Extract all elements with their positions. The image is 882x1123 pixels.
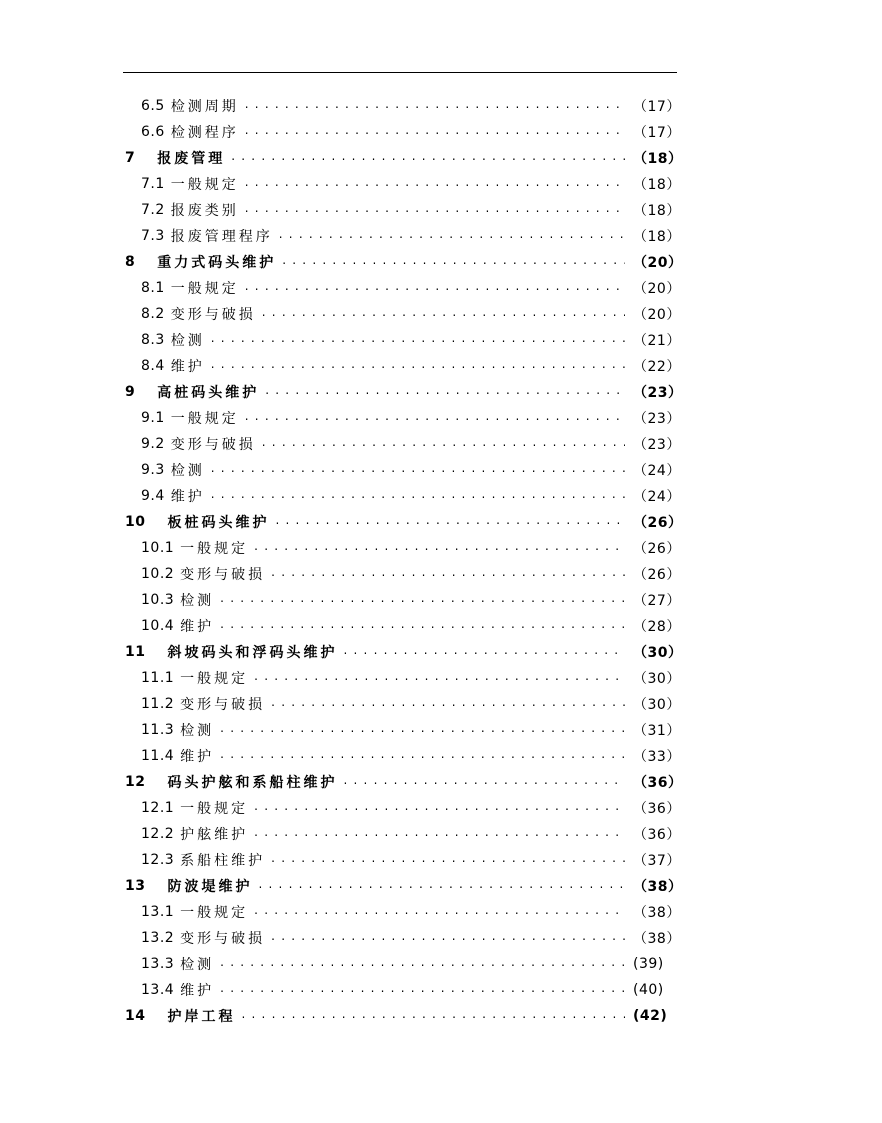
toc-entry-page-number: （38） — [633, 879, 683, 895]
toc-entry-page-number: （36） — [633, 801, 681, 817]
toc-section-entry[interactable] — [0, 301, 882, 327]
toc-entry-page-number: （23） — [633, 437, 681, 453]
toc-entry-title: 检测周期 — [170, 99, 239, 115]
toc-entry-title: 维护 — [170, 359, 205, 375]
toc-section-entry[interactable] — [0, 405, 882, 431]
toc-section-entry[interactable] — [0, 587, 882, 613]
toc-dot-leader — [265, 385, 625, 399]
toc-entry-page-number: （37） — [633, 853, 681, 869]
toc-entry-number: 14 — [125, 1008, 146, 1024]
toc-dot-leader — [245, 203, 625, 217]
toc-section-entry[interactable] — [0, 795, 882, 821]
toc-dot-leader — [220, 723, 625, 737]
toc-entry-page-number: （18） — [633, 151, 683, 167]
toc-entry-number: 11.1 — [141, 670, 175, 686]
toc-entry-page-number: （18） — [633, 203, 681, 219]
table-of-contents — [0, 93, 882, 1029]
toc-entry-title: 报废类别 — [170, 203, 239, 219]
toc-section-entry[interactable] — [0, 197, 882, 223]
toc-entry-title: 维护 — [180, 749, 215, 765]
toc-entry-title: 报废管理 — [157, 151, 226, 167]
toc-entry-number: 11 — [125, 644, 146, 660]
toc-entry-number: 9.1 — [141, 410, 165, 426]
toc-entry-number: 12.1 — [141, 800, 175, 816]
toc-entry-number: 9.4 — [141, 488, 165, 504]
toc-entry-page-number: （23） — [633, 411, 681, 427]
toc-dot-leader — [245, 125, 625, 139]
toc-entry-title: 防波堤维护 — [167, 879, 253, 895]
toc-chapter-entry[interactable] — [0, 769, 882, 795]
toc-entry-number: 12 — [125, 774, 146, 790]
toc-section-entry[interactable] — [0, 327, 882, 353]
toc-entry-title: 一般规定 — [170, 281, 239, 297]
toc-entry-page-number: （17） — [633, 125, 681, 141]
toc-entry-title: 变形与破损 — [180, 567, 266, 583]
toc-entry-title: 一般规定 — [180, 801, 249, 817]
toc-dot-leader — [271, 853, 625, 867]
toc-entry-title: 高桩码头维护 — [157, 385, 260, 401]
toc-dot-leader — [275, 515, 625, 529]
toc-entry-page-number: （18） — [633, 177, 681, 193]
toc-dot-leader — [254, 541, 625, 555]
toc-entry-page-number: （24） — [633, 463, 681, 479]
toc-section-entry[interactable] — [0, 119, 882, 145]
toc-chapter-entry[interactable] — [0, 145, 882, 171]
toc-entry-number: 8.4 — [141, 358, 165, 374]
toc-entry-title: 一般规定 — [180, 905, 249, 921]
toc-entry-number: 7 — [125, 150, 136, 166]
toc-entry-title: 检测程序 — [170, 125, 239, 141]
toc-section-entry[interactable] — [0, 925, 882, 951]
toc-dot-leader — [220, 749, 625, 763]
toc-entry-page-number: (42) — [633, 1008, 668, 1024]
toc-entry-number: 7.2 — [141, 202, 165, 218]
toc-entry-title: 检测 — [180, 957, 215, 973]
toc-chapter-entry[interactable] — [0, 509, 882, 535]
toc-section-entry[interactable] — [0, 691, 882, 717]
toc-entry-title: 一般规定 — [170, 177, 239, 193]
toc-entry-page-number: (39) — [633, 956, 664, 972]
toc-entry-page-number: （26） — [633, 567, 681, 583]
toc-dot-leader — [271, 567, 625, 581]
toc-entry-number: 13.4 — [141, 982, 175, 998]
toc-entry-number: 11.4 — [141, 748, 175, 764]
toc-dot-leader — [258, 879, 625, 893]
toc-dot-leader — [254, 827, 625, 841]
toc-section-entry[interactable] — [0, 847, 882, 873]
toc-section-entry[interactable] — [0, 743, 882, 769]
toc-entry-title: 检测 — [180, 723, 215, 739]
toc-entry-title: 变形与破损 — [180, 697, 266, 713]
toc-entry-number: 13.3 — [141, 956, 175, 972]
toc-entry-title: 重力式码头维护 — [157, 255, 277, 271]
toc-dot-leader — [271, 931, 625, 945]
toc-section-entry[interactable] — [0, 717, 882, 743]
toc-entry-page-number: （20） — [633, 281, 681, 297]
toc-dot-leader — [262, 307, 625, 321]
toc-entry-number: 12.2 — [141, 826, 175, 842]
toc-entry-title: 护岸工程 — [167, 1009, 236, 1025]
toc-entry-title: 维护 — [180, 983, 215, 999]
header-rule — [123, 72, 677, 73]
toc-dot-leader — [245, 177, 625, 191]
toc-entry-page-number: （30） — [633, 645, 683, 661]
toc-entry-page-number: （22） — [633, 359, 681, 375]
toc-dot-leader — [343, 645, 625, 659]
toc-section-entry[interactable] — [0, 431, 882, 457]
toc-entry-page-number: （23） — [633, 385, 683, 401]
toc-entry-number: 12.3 — [141, 852, 175, 868]
toc-section-entry[interactable] — [0, 821, 882, 847]
toc-entry-number: 10.2 — [141, 566, 175, 582]
toc-section-entry[interactable] — [0, 977, 882, 1003]
toc-entry-page-number: （38） — [633, 905, 681, 921]
toc-chapter-entry[interactable] — [0, 379, 882, 405]
toc-entry-number: 7.3 — [141, 228, 165, 244]
toc-section-entry[interactable] — [0, 93, 882, 119]
toc-entry-title: 检测 — [180, 593, 215, 609]
toc-entry-title: 码头护舷和系船柱维护 — [167, 775, 338, 791]
toc-section-entry[interactable] — [0, 561, 882, 587]
toc-section-entry[interactable] — [0, 899, 882, 925]
toc-dot-leader — [220, 983, 625, 997]
toc-section-entry[interactable] — [0, 613, 882, 639]
toc-section-entry[interactable] — [0, 483, 882, 509]
toc-entry-title: 维护 — [170, 489, 205, 505]
toc-section-entry[interactable] — [0, 171, 882, 197]
toc-entry-number: 9 — [125, 384, 136, 400]
toc-section-entry[interactable] — [0, 275, 882, 301]
toc-entry-page-number: （26） — [633, 541, 681, 557]
toc-dot-leader — [211, 359, 625, 373]
toc-dot-leader — [254, 905, 625, 919]
toc-entry-title: 斜坡码头和浮码头维护 — [167, 645, 338, 661]
toc-entry-number: 11.2 — [141, 696, 175, 712]
toc-chapter-entry[interactable] — [0, 873, 882, 899]
toc-entry-number: 6.6 — [141, 124, 165, 140]
toc-dot-leader — [211, 333, 625, 347]
toc-entry-number: 8.3 — [141, 332, 165, 348]
toc-entry-page-number: （30） — [633, 671, 681, 687]
toc-entry-title: 维护 — [180, 619, 215, 635]
toc-entry-number: 13.1 — [141, 904, 175, 920]
toc-chapter-entry[interactable] — [0, 1003, 882, 1029]
toc-entry-page-number: （38） — [633, 931, 681, 947]
toc-entry-page-number: （20） — [633, 307, 681, 323]
toc-dot-leader — [245, 99, 625, 113]
toc-entry-number: 8.2 — [141, 306, 165, 322]
toc-entry-title: 一般规定 — [180, 671, 249, 687]
toc-entry-title: 板桩码头维护 — [167, 515, 270, 531]
toc-entry-number: 10.1 — [141, 540, 175, 556]
toc-dot-leader — [254, 801, 625, 815]
toc-dot-leader — [245, 411, 625, 425]
toc-dot-leader — [211, 489, 625, 503]
toc-entry-page-number: （31） — [633, 723, 681, 739]
toc-entry-number: 9.2 — [141, 436, 165, 452]
toc-entry-page-number: （18） — [633, 229, 681, 245]
toc-entry-title: 变形与破损 — [170, 307, 256, 323]
toc-section-entry[interactable] — [0, 951, 882, 977]
toc-entry-number: 13.2 — [141, 930, 175, 946]
toc-entry-page-number: （36） — [633, 827, 681, 843]
toc-entry-title: 检测 — [170, 333, 205, 349]
toc-entry-number: 13 — [125, 878, 146, 894]
toc-entry-page-number: （21） — [633, 333, 681, 349]
toc-entry-page-number: （36） — [633, 775, 683, 791]
toc-entry-page-number: （30） — [633, 697, 681, 713]
toc-entry-title: 变形与破损 — [180, 931, 266, 947]
toc-dot-leader — [262, 437, 625, 451]
toc-dot-leader — [245, 281, 625, 295]
toc-section-entry[interactable] — [0, 223, 882, 249]
toc-entry-page-number: （28） — [633, 619, 681, 635]
toc-dot-leader — [271, 697, 625, 711]
toc-entry-title: 一般规定 — [170, 411, 239, 427]
toc-entry-number: 10.4 — [141, 618, 175, 634]
toc-dot-leader — [254, 671, 625, 685]
toc-entry-title: 报废管理程序 — [170, 229, 273, 245]
toc-entry-number: 6.5 — [141, 98, 165, 114]
toc-entry-number: 8.1 — [141, 280, 165, 296]
toc-dot-leader — [220, 619, 625, 633]
toc-entry-number: 10 — [125, 514, 146, 530]
toc-section-entry[interactable] — [0, 457, 882, 483]
toc-entry-title: 变形与破损 — [170, 437, 256, 453]
toc-section-entry[interactable] — [0, 353, 882, 379]
toc-section-entry[interactable] — [0, 665, 882, 691]
toc-entry-number: 10.3 — [141, 592, 175, 608]
toc-entry-page-number: （33） — [633, 749, 681, 765]
toc-entry-page-number: （17） — [633, 99, 681, 115]
toc-entry-number: 9.3 — [141, 462, 165, 478]
toc-dot-leader — [241, 1009, 625, 1023]
toc-entry-number: 8 — [125, 254, 136, 270]
toc-dot-leader — [231, 151, 625, 165]
toc-entry-title: 一般规定 — [180, 541, 249, 557]
toc-entry-title: 检测 — [170, 463, 205, 479]
toc-dot-leader — [211, 463, 625, 477]
toc-entry-page-number: （26） — [633, 515, 683, 531]
toc-dot-leader — [282, 255, 625, 269]
toc-entry-number: 7.1 — [141, 176, 165, 192]
toc-chapter-entry[interactable] — [0, 249, 882, 275]
toc-dot-leader — [343, 775, 625, 789]
toc-entry-page-number: （20） — [633, 255, 683, 271]
toc-dot-leader — [279, 229, 625, 243]
toc-section-entry[interactable] — [0, 535, 882, 561]
toc-entry-number: 11.3 — [141, 722, 175, 738]
toc-dot-leader — [220, 593, 625, 607]
toc-entry-page-number: （24） — [633, 489, 681, 505]
toc-entry-page-number: (40) — [633, 982, 664, 998]
toc-entry-page-number: （27） — [633, 593, 681, 609]
toc-entry-title: 护舷维护 — [180, 827, 249, 843]
toc-entry-title: 系船柱维护 — [180, 853, 266, 869]
toc-dot-leader — [220, 957, 625, 971]
toc-chapter-entry[interactable] — [0, 639, 882, 665]
